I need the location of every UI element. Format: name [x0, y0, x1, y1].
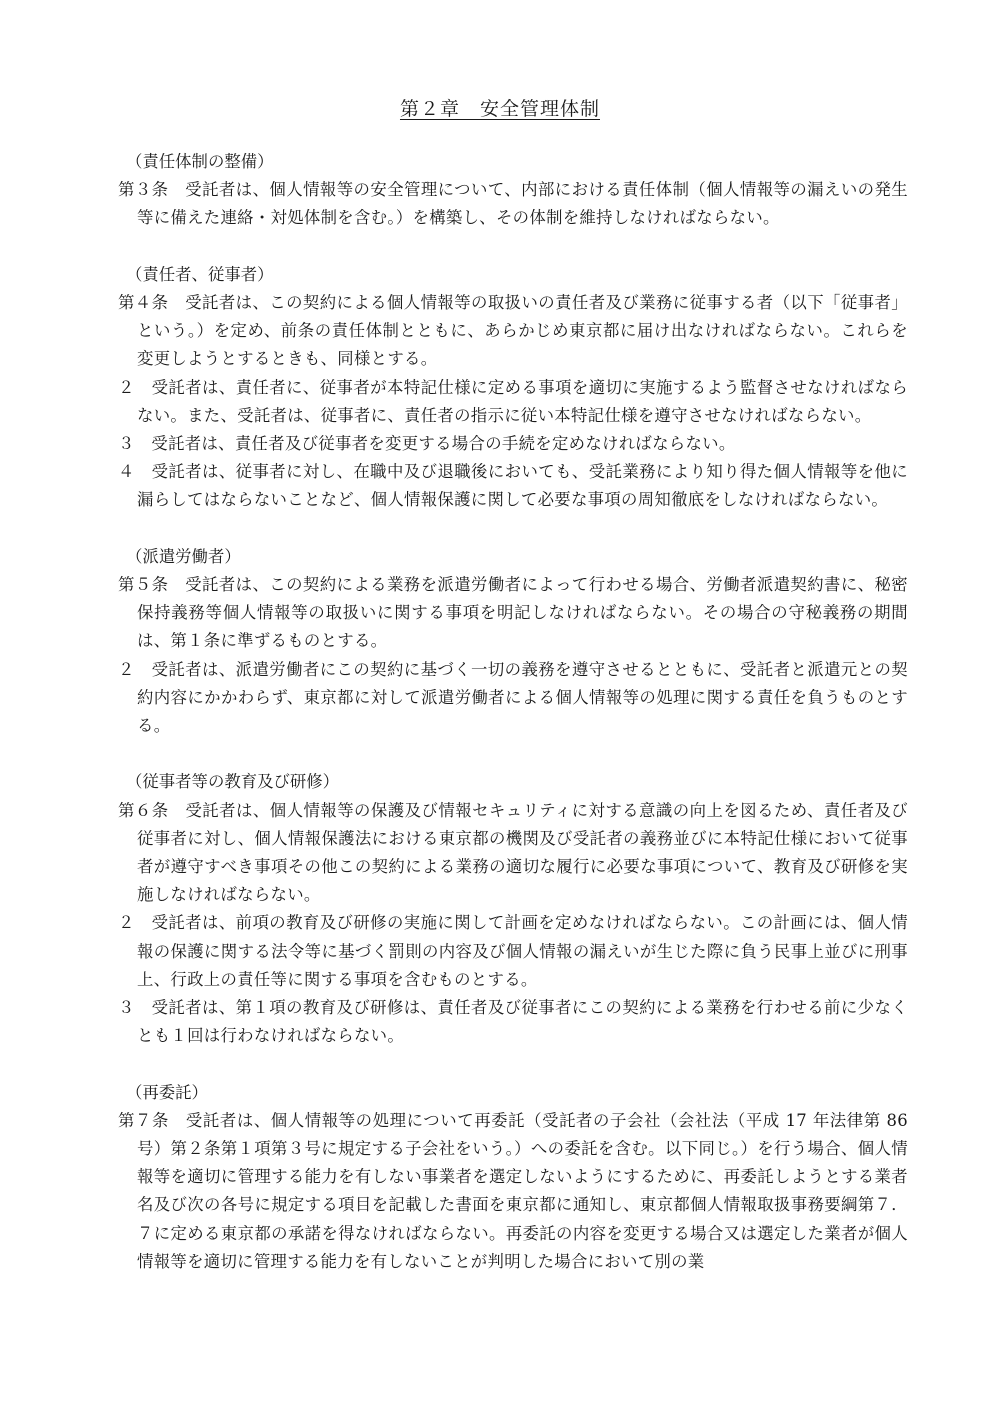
article-6: 第６条 受託者は、個人情報等の保護及び情報セキュリティに対する意識の向上を図るため、責任者及び従事者に対し、個人情報保護法における東京都の機関及び受託者の義務並びに本特記仕様において従事者が遵守すべき事項その他この契約による業務の適切な履行に必要な事項について、教育及び研修を実施しなければならない。	[118, 800, 908, 905]
article-3: 第３条 受託者は、個人情報等の安全管理について、内部における責任体制（個人情報等の漏えいの発生等に備えた連絡・対処体制を含む。）を構築し、その体制を維持しなければならない。	[118, 180, 908, 228]
section-heading: （責任者、従事者）	[126, 264, 274, 284]
article-6-clause-3: ３ 受託者は、第１項の教育及び研修は、責任者及び従事者にこの契約による業務を行わせる前に少なくとも１回は行わなければならない。	[118, 998, 908, 1046]
article-4-clause-2: ２ 受託者は、責任者に、従事者が本特記仕様に定める事項を適切に実施するよう監督させなければならない。また、受託者は、従事者に、責任者の指示に従い本特記仕様を遵守させなければならない。	[118, 377, 908, 425]
article-4-clause-4: ４ 受託者は、従事者に対し、在職中及び退職後においても、受託業務により知り得た個人情報等を他に漏らしてはならないことなど、個人情報保護に関して必要な事項の周知徹底をしなければならない。	[118, 462, 908, 510]
article-7: 第７条 受託者は、個人情報等の処理について再委託（受託者の子会社（会社法（平成 17 年法律第 86 号）第２条第１項第３号に規定する子会社をいう。）への委託を含む。以下同じ。）を行う場合、個人情報等を適切に管理する能力を有しない事業者を選定しないようにするために、再委託しようとする業者名及び次の各号に規定する項目を記載した書面を東京都に通知し、東京都個人情報取扱事務要綱第７．７に定める東京都の承諾を得なければならない。再委託の内容を変更する場合又は選定した業者が個人情報等を適切に管理する能力を有しないことが判明した場合において別の業	[118, 1110, 908, 1271]
section-responsibility-system	[118, 148, 908, 233]
section-heading: （従事者等の教育及び研修）	[126, 772, 340, 792]
section-heading: （責任体制の整備）	[126, 152, 274, 171]
section-subcontracting	[118, 1079, 908, 1276]
section-dispatched-workers	[118, 543, 908, 740]
article-5-clause-2: ２ 受託者は、派遣労働者にこの契約に基づく一切の義務を遵守させるとともに、受託者と派遣元との契約内容にかかわらず、東京都に対して派遣労働者による個人情報等の処理に関する責任を負うものとする。	[118, 659, 908, 736]
document-body	[118, 148, 908, 1276]
chapter-title	[0, 96, 1000, 122]
article-4: 第４条 受託者は、この契約による個人情報等の取扱いの責任者及び業務に従事する者（以下「従事者」という。）を定め、前条の責任体制とともに、あらかじめ東京都に届け出なければならない。これらを変更しようとするときも、同様とする。	[118, 293, 908, 369]
article-6-clause-2: ２ 受託者は、前項の教育及び研修の実施に関して計画を定めなければならない。この計画には、個人情報の保護に関する法令等に基づく罰則の内容及び個人情報の漏えいが生じた際に負う民事上並びに刑事上、行政上の責任等に関する事項を含むものとする。	[118, 913, 908, 989]
section-responsible-persons	[118, 261, 908, 515]
section-heading: （派遣労働者）	[126, 546, 241, 566]
chapter-title-text: 第２章 安全管理体制	[399, 98, 600, 120]
section-heading: （再委託）	[126, 1082, 208, 1102]
section-education-training	[118, 768, 908, 1050]
article-4-clause-3: ３ 受託者は、責任者及び従事者を変更する場合の手続を定めなければならない。	[118, 434, 736, 454]
article-5: 第５条 受託者は、この契約による業務を派遣労働者によって行わせる場合、労働者派遣契約書に、秘密保持義務等個人情報等の取扱いに関する事項を明記しなければならない。その場合の守秘義務の期間は、第１条に準ずるものとする。	[118, 575, 908, 651]
